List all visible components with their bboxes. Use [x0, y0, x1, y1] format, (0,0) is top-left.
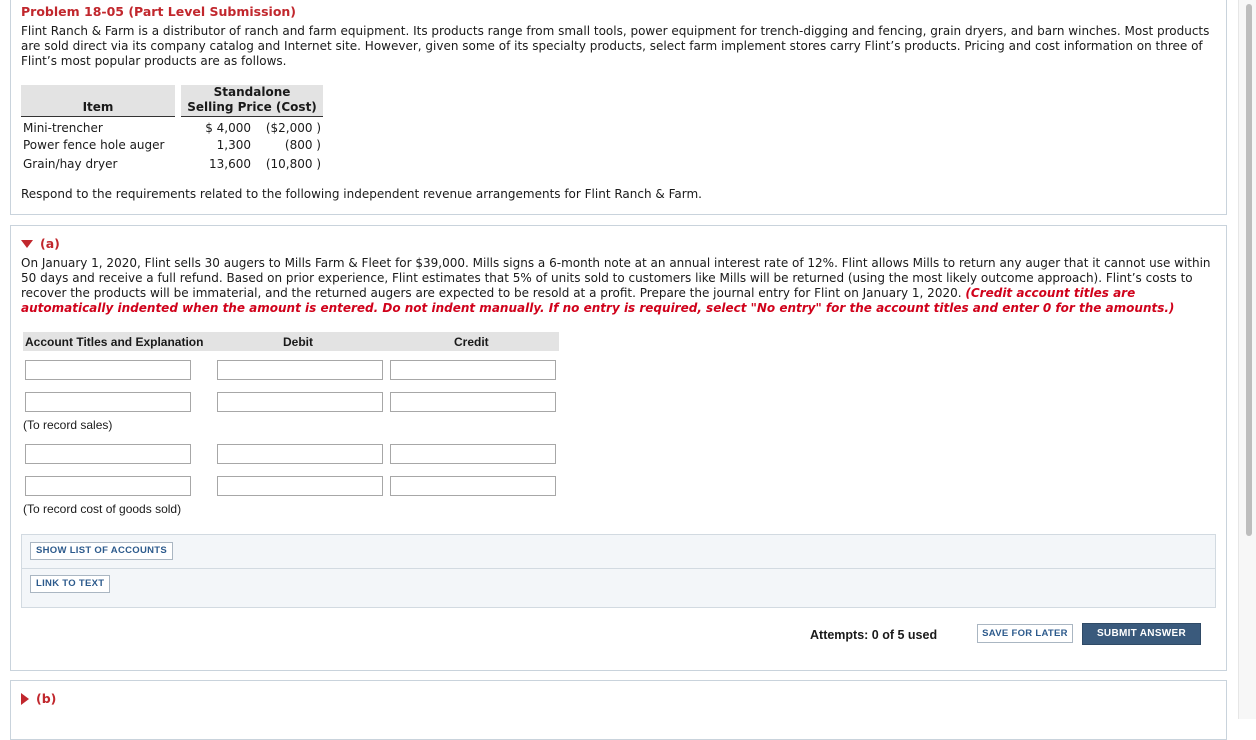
collapse-triangle-icon [21, 240, 33, 248]
credit-input[interactable] [390, 476, 556, 496]
row-price: $ 4,000 [205, 120, 251, 135]
tools-box [21, 534, 1216, 608]
part-a-text: On January 1, 2020, Flint sells 30 augers to Mills Farm & Fleet for $39,000. Mills signs a 6-month note at an annual interest rate of 12%. Flint allows Mills to return any auger that it cannot use within 50 days and receive a full refund. Based on prior experience, Flint estimates that 5% of units sold to customers like Mills will be returned (using the most likely outcome approach). Flint’s costs to recover the products will be immaterial, and the returned augers are expected to be resold at a profit. Prepare the journal entry for Flint on January 1, 2020. [21, 256, 1211, 300]
debit-input[interactable] [217, 360, 383, 380]
row-item: Grain/hay dryer [23, 157, 118, 171]
credit-input[interactable] [390, 360, 556, 380]
part-b-label: (b) [36, 691, 57, 706]
show-list-of-accounts-button[interactable]: SHOW LIST OF ACCOUNTS [30, 542, 173, 560]
part-a-instruction: (Credit account titles are automatically indented when the amount is entered. Do not indent manually. If no entry is required, select "No entry" for the account titles and enter 0 for the amounts.) [21, 286, 1175, 315]
table-row [21, 117, 323, 136]
row-item: Power fence hole auger [23, 138, 165, 152]
header-credit: Credit [454, 335, 489, 349]
attempts-counter: Attempts: 0 of 5 used [810, 628, 938, 642]
scrollbar-thumb[interactable] [1246, 4, 1252, 536]
table-header-price-line2: Selling Price (Cost) [187, 100, 317, 114]
part-a-toggle[interactable] [21, 236, 60, 251]
problem-intro: Flint Ranch & Farm is a distributor of ranch and farm equipment. Its products range from small tools, power equipment for trench-digging and fencing, grain dryers, and barn winches. Most products are sold direct via its company catalog and Internet site. However, given some of its specialty products, select farm implement stores carry Flint’s products. Pricing and cost information on three of Flint’s most popular products are as follows. [21, 24, 1210, 68]
link-to-text-button[interactable]: LINK TO TEXT [30, 575, 110, 593]
part-a-panel [10, 225, 1227, 671]
account-title-input[interactable] [25, 360, 191, 380]
account-title-input[interactable] [25, 444, 191, 464]
part-b-toggle[interactable] [21, 691, 56, 706]
table-header-price-line1: Standalone [213, 85, 291, 99]
row-cost: ($2,000 ) [265, 120, 321, 135]
page-scrollbar[interactable] [1238, 0, 1256, 719]
row-item: Mini-trencher [23, 120, 103, 135]
table-row [21, 136, 323, 155]
note-record-sales: (To record sales) [23, 418, 113, 432]
tools-divider [22, 568, 1215, 569]
debit-input[interactable] [217, 444, 383, 464]
respond-text: Respond to the requirements related to the following independent revenue arrangements for Flint Ranch & Farm. [21, 187, 702, 201]
header-debit: Debit [283, 335, 313, 349]
part-b-panel [10, 680, 1227, 740]
problem-title: Problem 18-05 (Part Level Submission) [21, 4, 297, 19]
submit-answer-button[interactable]: SUBMIT ANSWER [1082, 623, 1201, 645]
table-header-price [181, 85, 323, 117]
debit-input[interactable] [217, 476, 383, 496]
account-title-input[interactable] [25, 392, 191, 412]
debit-input[interactable] [217, 392, 383, 412]
row-price: 13,600 [209, 157, 251, 171]
journal-header [23, 332, 559, 351]
row-cost: (10,800 ) [265, 157, 321, 171]
part-a-question [21, 256, 1216, 316]
table-row [21, 155, 323, 174]
row-price: 1,300 [216, 138, 251, 152]
account-title-input[interactable] [25, 476, 191, 496]
expand-triangle-icon [21, 693, 29, 705]
credit-input[interactable] [390, 444, 556, 464]
table-header-item: Item [21, 85, 175, 117]
save-for-later-button[interactable]: SAVE FOR LATER [977, 624, 1073, 643]
row-cost: (800 ) [284, 138, 321, 152]
price-table [21, 85, 323, 174]
credit-input[interactable] [390, 392, 556, 412]
part-a-label: (a) [40, 236, 60, 251]
problem-panel [10, 0, 1227, 215]
note-record-cogs: (To record cost of goods sold) [23, 502, 182, 516]
header-account-titles: Account Titles and Explanation [25, 335, 204, 349]
